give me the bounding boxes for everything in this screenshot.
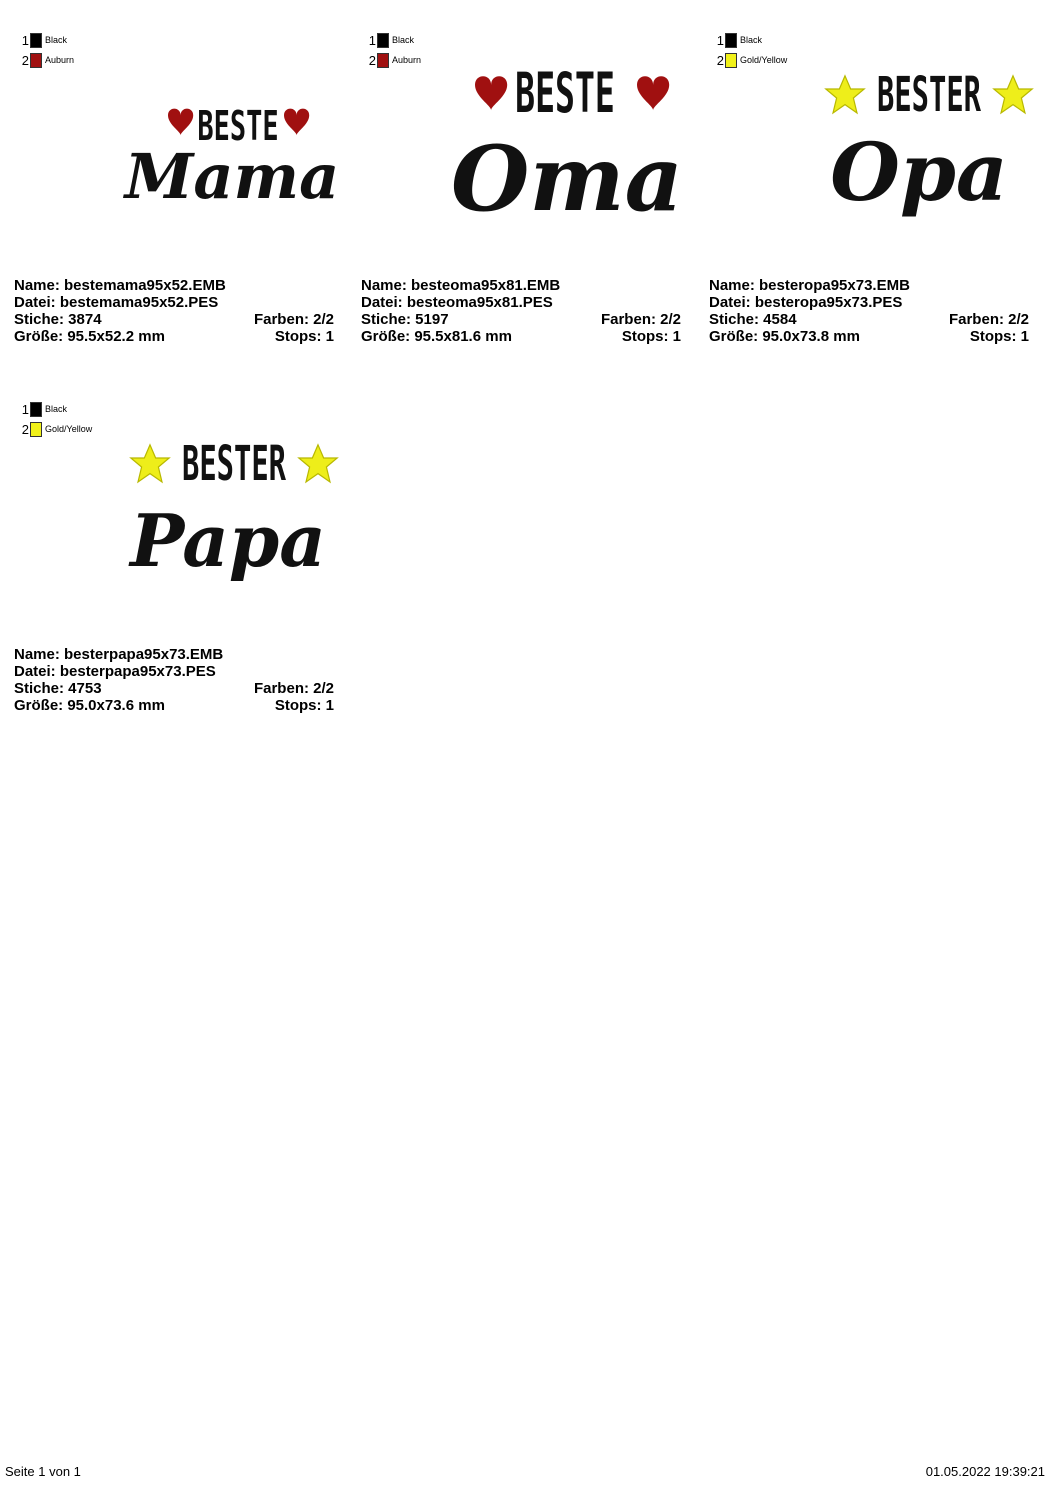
color-index: 1 <box>21 401 29 417</box>
info-line <box>14 311 334 328</box>
color-index: 1 <box>21 32 29 48</box>
design-info <box>14 277 334 345</box>
design-top-word: BESTER <box>181 436 287 493</box>
color-name: Gold/Yellow <box>45 424 93 434</box>
stitch-count: Stiche: 4753 <box>14 680 102 697</box>
info-line <box>361 311 681 328</box>
color-index: 1 <box>716 32 724 48</box>
color-legend-row <box>20 419 92 439</box>
info-line <box>14 646 334 663</box>
star-icon <box>994 76 1032 113</box>
design-card-mama <box>14 30 344 370</box>
color-legend-row <box>20 50 74 70</box>
print-timestamp: 01.05.2022 19:39:21 <box>925 1464 1045 1479</box>
design-artwork <box>104 80 344 220</box>
color-name: Auburn <box>45 55 75 65</box>
stop-count: Stops: 1 <box>274 697 334 714</box>
color-swatch <box>30 422 42 437</box>
page-number: Seite 1 von 1 <box>5 1464 81 1479</box>
heart-icon <box>284 109 309 136</box>
heart-icon <box>637 76 669 110</box>
design-name: Name: besterpapa95x73.EMB <box>14 646 224 663</box>
color-name: Auburn <box>392 55 422 65</box>
color-swatch <box>377 33 389 48</box>
color-swatch <box>725 53 737 68</box>
design-info <box>14 646 334 714</box>
embroidery-design-preview <box>451 60 691 245</box>
design-script-word: Oma <box>451 126 683 232</box>
color-count: Farben: 2/2 <box>600 311 681 328</box>
info-line <box>361 294 681 311</box>
heart-icon <box>168 109 193 136</box>
color-legend-row <box>20 399 92 419</box>
design-name: Name: besteoma95x81.EMB <box>361 277 561 294</box>
color-name: Gold/Yellow <box>740 55 788 65</box>
info-line <box>709 277 1029 294</box>
info-line <box>14 294 334 311</box>
design-artwork <box>451 60 691 245</box>
design-card-papa <box>14 399 344 739</box>
color-legend-row <box>367 30 421 50</box>
info-line <box>361 277 681 294</box>
color-name: Black <box>740 35 763 45</box>
color-swatch <box>30 402 42 417</box>
info-line <box>361 328 681 345</box>
color-legend-row <box>20 30 74 50</box>
color-legend-row <box>367 50 421 70</box>
design-name: Name: besteropa95x73.EMB <box>709 277 910 294</box>
color-index: 2 <box>368 52 376 68</box>
stitch-count: Stiche: 4584 <box>709 311 797 328</box>
info-line <box>709 328 1029 345</box>
color-swatch <box>377 53 389 68</box>
design-size: Größe: 95.5x52.2 mm <box>14 328 165 345</box>
star-icon <box>299 445 337 482</box>
color-swatch <box>30 33 42 48</box>
stitch-count: Stiche: 5197 <box>361 311 449 328</box>
color-index: 1 <box>368 32 376 48</box>
stitch-count: Stiche: 3874 <box>14 311 102 328</box>
design-info <box>709 277 1029 345</box>
design-size: Größe: 95.0x73.8 mm <box>709 328 860 345</box>
color-index: 2 <box>716 52 724 68</box>
color-name: Black <box>392 35 415 45</box>
color-name: Black <box>45 404 68 414</box>
stop-count: Stops: 1 <box>274 328 334 345</box>
star-icon <box>826 76 864 113</box>
color-index: 2 <box>21 52 29 68</box>
heart-icon <box>475 76 507 110</box>
color-swatch <box>725 33 737 48</box>
color-legend <box>20 399 92 439</box>
design-artwork <box>114 434 354 604</box>
color-legend <box>367 30 421 70</box>
design-script-word: Papa <box>130 498 326 583</box>
info-line <box>14 328 334 345</box>
design-card-opa <box>709 30 1039 370</box>
design-size: Größe: 95.0x73.6 mm <box>14 697 165 714</box>
design-artwork <box>809 65 1049 235</box>
embroidery-design-preview <box>104 80 344 220</box>
color-count: Farben: 2/2 <box>948 311 1029 328</box>
design-card-oma <box>361 30 691 370</box>
design-script-word: Opa <box>830 125 1008 219</box>
info-line <box>14 277 334 294</box>
design-file: Datei: bestemama95x52.PES <box>14 294 219 311</box>
stop-count: Stops: 1 <box>621 328 681 345</box>
color-legend <box>20 30 74 70</box>
color-count: Farben: 2/2 <box>253 680 334 697</box>
color-index: 2 <box>21 421 29 437</box>
embroidery-design-preview <box>114 434 354 604</box>
info-line <box>709 294 1029 311</box>
design-file: Datei: besteropa95x73.PES <box>709 294 903 311</box>
info-line <box>14 680 334 697</box>
design-script-word: Mama <box>124 140 340 213</box>
star-icon <box>131 445 169 482</box>
color-count: Farben: 2/2 <box>253 311 334 328</box>
design-top-word: BESTER <box>876 67 982 124</box>
design-file: Datei: besterpapa95x73.PES <box>14 663 216 680</box>
color-name: Black <box>45 35 68 45</box>
color-swatch <box>30 53 42 68</box>
embroidery-design-preview <box>809 65 1049 235</box>
color-legend-row <box>715 50 787 70</box>
design-file: Datei: besteoma95x81.PES <box>361 294 553 311</box>
color-legend <box>715 30 787 70</box>
info-line <box>709 311 1029 328</box>
design-top-word: BESTE <box>515 61 615 126</box>
design-info <box>361 277 681 345</box>
info-line <box>14 697 334 714</box>
design-size: Größe: 95.5x81.6 mm <box>361 328 512 345</box>
info-line <box>14 663 334 680</box>
design-top-word: BESTE <box>197 103 279 151</box>
color-legend-row <box>715 30 787 50</box>
design-name: Name: bestemama95x52.EMB <box>14 277 226 294</box>
stop-count: Stops: 1 <box>969 328 1029 345</box>
